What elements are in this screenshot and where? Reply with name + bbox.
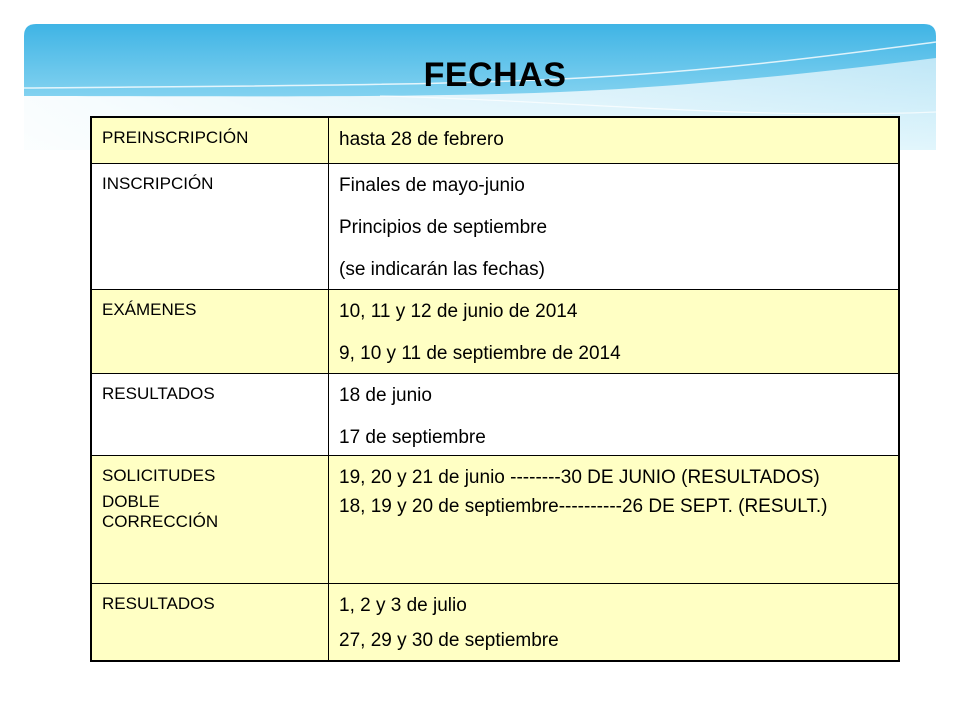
row-value (329, 163, 900, 289)
table-row (91, 117, 899, 163)
table-row (91, 163, 899, 289)
table-row (91, 289, 899, 373)
label-line: PREINSCRIPCIÓN (102, 128, 249, 147)
label-line: INSCRIPCIÓN (102, 173, 214, 193)
label-line: EXÁMENES (102, 299, 197, 319)
label-line: DOBLE CORRECCIÓN (102, 491, 219, 531)
row-value (329, 583, 900, 661)
label-line: RESULTADOS (102, 383, 215, 403)
slide-title: FECHAS (423, 56, 567, 94)
value-line: 9, 10 y 11 de septiembre de 2014 (339, 342, 621, 364)
value-line: hasta 28 de febrero (339, 129, 504, 150)
value-line: 18, 19 y 20 de septiembre----------26 DE SEPT. (RESULT.) (339, 495, 828, 517)
table-row (91, 373, 899, 455)
value-line: 17 de septiembre (339, 426, 486, 448)
row-label (91, 373, 329, 455)
table-row (91, 583, 899, 661)
row-value (329, 117, 900, 163)
label-line: SOLICITUDES (102, 465, 216, 485)
value-line: 18 de junio (339, 384, 432, 406)
row-label (91, 289, 329, 373)
table-row (91, 455, 899, 583)
value-line: 1, 2 y 3 de julio (339, 594, 467, 616)
dates-table (90, 116, 900, 662)
value-line: 27, 29 y 30 de septiembre (339, 629, 559, 651)
value-line: 19, 20 y 21 de junio --------30 DE JUNIO (RESULTADOS) (339, 466, 820, 488)
row-label (91, 117, 329, 163)
value-line: Finales de mayo-junio (339, 174, 525, 196)
label-line: RESULTADOS (102, 593, 215, 613)
row-value (329, 289, 900, 373)
value-line: Principios de septiembre (339, 216, 548, 238)
row-value (329, 455, 900, 583)
row-label (91, 583, 329, 661)
value-line: 10, 11 y 12 de junio de 2014 (339, 300, 578, 322)
row-label (91, 163, 329, 289)
value-line: (se indicarán las fechas) (339, 258, 545, 280)
row-value (329, 373, 900, 455)
row-label (91, 455, 329, 583)
